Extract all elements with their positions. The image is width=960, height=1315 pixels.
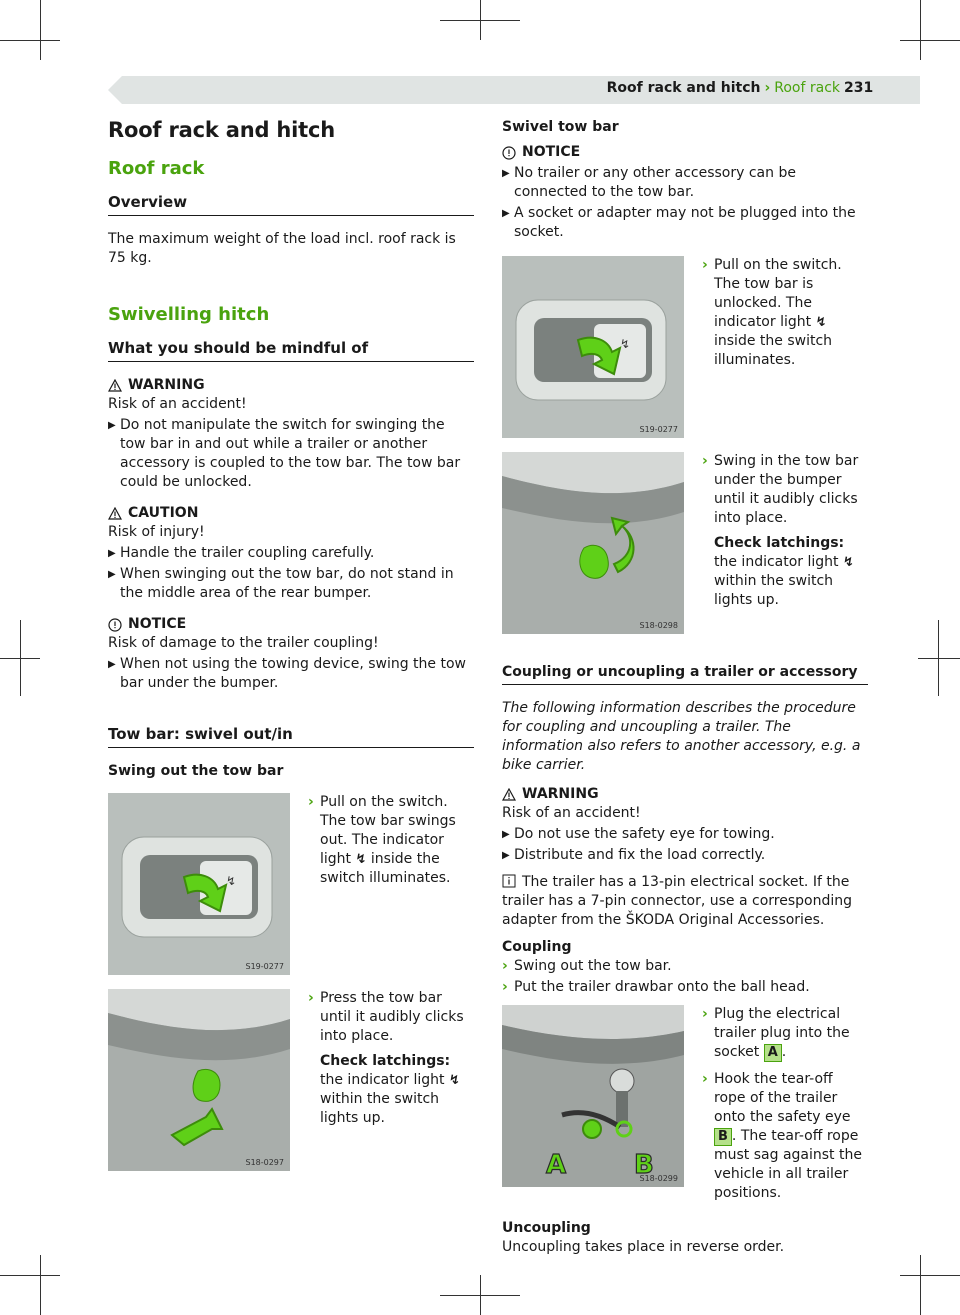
crop-mark bbox=[900, 1275, 960, 1276]
notice-bullet-text: No trailer or any other accessory can be connected to the tow bar. bbox=[514, 165, 796, 200]
step-arrow-icon: › bbox=[502, 979, 508, 995]
check-label: Check latchings: bbox=[320, 1053, 451, 1069]
info-icon bbox=[502, 874, 516, 888]
towbar-figure bbox=[502, 452, 684, 634]
crop-mark bbox=[480, 0, 481, 40]
step bbox=[308, 793, 474, 888]
crop-mark bbox=[920, 0, 921, 60]
figure-steps bbox=[702, 452, 868, 634]
caution-bullet-text: Handle the trailer coupling carefully. bbox=[120, 545, 375, 561]
warning-bullet-text: Distribute and fix the load correctly. bbox=[514, 847, 766, 863]
warning-bullet bbox=[502, 825, 868, 844]
figure-row bbox=[502, 452, 868, 634]
figure-row bbox=[108, 989, 474, 1171]
caution-bullet bbox=[108, 544, 474, 563]
figure-label: S19-0277 bbox=[639, 425, 678, 434]
swivel-heading: Swivel tow bar bbox=[502, 119, 619, 135]
breadcrumb bbox=[607, 80, 840, 96]
step-text: Swing in the tow bar under the bumper until it audibly clicks into place. bbox=[714, 453, 859, 526]
svg-text:↯: ↯ bbox=[226, 874, 237, 888]
warning-bullet bbox=[108, 416, 474, 492]
step bbox=[702, 256, 868, 370]
left-column bbox=[108, 118, 474, 1171]
caution-bullet bbox=[108, 565, 474, 603]
notice-title-row bbox=[502, 143, 868, 162]
bullet-arrow-icon: ▶ bbox=[108, 548, 116, 559]
bullet-arrow-icon: ▶ bbox=[108, 659, 116, 670]
step bbox=[702, 1070, 868, 1203]
step-text-main: Pull on the switch. The tow bar is unlocked. The indicator light bbox=[714, 257, 842, 330]
figure-steps bbox=[308, 793, 474, 975]
hitch-illustration bbox=[502, 1005, 684, 1187]
hitch-figure bbox=[502, 1005, 684, 1187]
step-text-end: inside the switch illuminates. bbox=[714, 333, 833, 368]
step-text: Put the trailer drawbar onto the ball head. bbox=[514, 979, 810, 995]
warning-title-row bbox=[502, 785, 868, 804]
bullet-arrow-icon: ▶ bbox=[502, 208, 510, 219]
notice-bullet-text: A socket or adapter may not be plugged into the socket. bbox=[514, 205, 856, 240]
caution-title-row bbox=[108, 504, 474, 523]
overview-text: The maximum weight of the load incl. roof rack is 75 kg. bbox=[108, 231, 456, 266]
crop-mark bbox=[40, 1255, 41, 1315]
crop-mark bbox=[900, 40, 960, 41]
check-label: Check latchings: bbox=[714, 535, 845, 551]
warning-triangle-icon bbox=[108, 379, 122, 392]
figure-row bbox=[108, 793, 474, 975]
crop-mark bbox=[920, 1255, 921, 1315]
crop-mark bbox=[0, 1275, 60, 1276]
check-text: the indicator light bbox=[714, 554, 839, 570]
caution-title: CAUTION bbox=[128, 505, 199, 521]
bullet-arrow-icon: ▶ bbox=[108, 569, 116, 580]
figure-label: S19-0277 bbox=[245, 962, 284, 971]
coupling-heading: Coupling or uncoupling a trailer or accessory bbox=[502, 664, 868, 685]
caution-block bbox=[108, 504, 474, 603]
figure-row bbox=[502, 1005, 868, 1207]
notice-bullet bbox=[502, 204, 868, 242]
crop-mark bbox=[40, 0, 41, 60]
step-text bbox=[714, 256, 868, 370]
towbar-figure bbox=[108, 989, 290, 1171]
step bbox=[702, 452, 868, 528]
roof-rack-heading: Roof rack bbox=[108, 158, 205, 179]
towbar-heading: Tow bar: swivel out/in bbox=[108, 725, 474, 748]
figure-label: S18-0297 bbox=[245, 1158, 284, 1167]
bullet-arrow-icon: ▶ bbox=[108, 420, 116, 431]
warning-text: Risk of an accident! bbox=[108, 396, 247, 412]
callout-a: A bbox=[546, 1150, 567, 1180]
warning-block bbox=[502, 785, 868, 865]
warning-text: Risk of an accident! bbox=[502, 805, 641, 821]
notice-title: NOTICE bbox=[522, 144, 581, 160]
warning-bullet-text: Do not manipulate the switch for swinging the tow bar in and out while a trailer or another accessory is coupled to the tow bar. The tow bar could be unlocked. bbox=[120, 417, 461, 490]
check-end: within the switch lights up. bbox=[714, 573, 834, 608]
step-text-end: . The tear-off rope must sag against the vehicle in all trailer positions. bbox=[714, 1128, 862, 1201]
crop-mark bbox=[0, 40, 60, 41]
indicator-light-icon: ↯ bbox=[842, 555, 854, 570]
callout-b: B bbox=[634, 1150, 654, 1180]
switch-illustration bbox=[108, 793, 290, 975]
bullet-arrow-icon: ▶ bbox=[502, 829, 510, 840]
step bbox=[502, 978, 868, 997]
swing-out-heading: Swing out the tow bar bbox=[108, 763, 284, 779]
figure-label: S18-0298 bbox=[639, 621, 678, 630]
step-arrow-icon: › bbox=[502, 958, 508, 974]
step bbox=[502, 957, 868, 976]
notice-title-row bbox=[108, 615, 474, 634]
check-latchings bbox=[702, 534, 868, 610]
figure-steps bbox=[308, 989, 474, 1171]
crop-mark bbox=[938, 620, 939, 696]
step-arrow-icon: › bbox=[308, 794, 314, 810]
figure-label: S18-0299 bbox=[639, 1174, 678, 1183]
page-title: Roof rack and hitch bbox=[108, 118, 335, 142]
overview-heading: Overview bbox=[108, 193, 474, 216]
mindful-heading: What you should be mindful of bbox=[108, 339, 474, 362]
bullet-arrow-icon: ▶ bbox=[502, 168, 510, 179]
step-text: Press the tow bar until it audibly clicks into place. bbox=[320, 990, 464, 1044]
step bbox=[702, 1005, 868, 1062]
step-text-end: inside the switch illuminates. bbox=[320, 851, 451, 886]
page-number: 231 bbox=[844, 80, 874, 96]
notice-text: Risk of damage to the trailer coupling! bbox=[108, 635, 379, 651]
notice-bullet bbox=[108, 655, 474, 693]
step-text: Plug the electrical trailer plug into the socket A . bbox=[714, 1006, 850, 1060]
crop-mark bbox=[20, 620, 21, 696]
check-text: the indicator light bbox=[320, 1072, 445, 1088]
notice-circle-icon bbox=[108, 618, 122, 632]
switch-figure bbox=[502, 256, 684, 438]
crop-mark bbox=[918, 658, 960, 659]
uncoupling-label: Uncoupling bbox=[502, 1220, 591, 1236]
warning-bullet-text: Do not use the safety eye for towing. bbox=[514, 826, 775, 842]
check-end: within the switch lights up. bbox=[320, 1091, 440, 1126]
coupling-label: Coupling bbox=[502, 939, 572, 955]
tag-a: A bbox=[764, 1044, 782, 1062]
breadcrumb-section: Roof rack bbox=[774, 80, 840, 96]
step-text-main: Plug the electrical trailer plug into the socket bbox=[714, 1006, 850, 1060]
notice-title: NOTICE bbox=[128, 616, 187, 632]
uncoupling-text: Uncoupling takes place in reverse order. bbox=[502, 1239, 785, 1255]
switch-figure bbox=[108, 793, 290, 975]
breadcrumb-chapter: Roof rack and hitch bbox=[606, 80, 761, 96]
swivelling-heading: Swivelling hitch bbox=[108, 304, 270, 325]
warning-title: WARNING bbox=[522, 786, 599, 802]
indicator-light-icon: ↯ bbox=[355, 852, 367, 867]
info-text: The trailer has a 13-pin electrical socket. If the trailer has a 7-pin connector, use a corresponding adapter from the ŠKODA Original Accessories. bbox=[502, 874, 852, 928]
notice-bullet bbox=[502, 164, 868, 202]
warning-title-row bbox=[108, 376, 474, 395]
towbar-illustration bbox=[108, 989, 290, 1171]
notice-block bbox=[108, 615, 474, 693]
notice-circle-icon bbox=[502, 146, 516, 160]
warning-block bbox=[108, 376, 474, 492]
figure-steps bbox=[702, 1005, 868, 1207]
step-text-main: Hook the tear-off rope of the trailer onto the safety eye bbox=[714, 1071, 851, 1125]
figure-steps bbox=[702, 256, 868, 438]
switch-illustration bbox=[502, 256, 684, 438]
step-text bbox=[714, 1070, 868, 1203]
step-text-main: Pull on the switch. The tow bar swings out. The indicator light bbox=[320, 794, 456, 867]
svg-text:↯: ↯ bbox=[620, 337, 631, 351]
notice-bullet-text: When not using the towing device, swing the tow bar under the bumper. bbox=[120, 656, 466, 691]
step-arrow-icon: › bbox=[702, 453, 708, 469]
caution-bullet-text: When swinging out the tow bar, do not stand in the middle area of the rear bumper. bbox=[120, 566, 454, 601]
towbar-illustration bbox=[502, 452, 684, 634]
figure-row bbox=[502, 256, 868, 438]
check-latchings bbox=[308, 1052, 474, 1128]
warning-triangle-icon bbox=[502, 788, 516, 801]
bullet-arrow-icon: ▶ bbox=[502, 850, 510, 861]
breadcrumb-separator: › bbox=[764, 80, 771, 96]
step-arrow-icon: › bbox=[702, 1006, 708, 1022]
notice-block bbox=[502, 143, 868, 242]
warning-triangle-icon bbox=[108, 507, 122, 520]
crop-mark bbox=[480, 1275, 481, 1315]
step bbox=[308, 989, 474, 1046]
step-text bbox=[320, 793, 474, 888]
warning-bullet bbox=[502, 846, 868, 865]
indicator-light-icon: ↯ bbox=[815, 315, 827, 330]
tag-b: B bbox=[714, 1128, 732, 1146]
step-text: Swing out the tow bar. bbox=[514, 958, 672, 974]
warning-title: WARNING bbox=[128, 377, 205, 393]
info-note bbox=[502, 873, 868, 930]
right-column bbox=[502, 118, 868, 1257]
step-arrow-icon: › bbox=[702, 1071, 708, 1087]
step-arrow-icon: › bbox=[702, 257, 708, 273]
caution-text: Risk of injury! bbox=[108, 524, 205, 540]
step-arrow-icon: › bbox=[308, 990, 314, 1006]
coupling-intro: The following information describes the procedure for coupling and uncoupling a trailer. The information also refers to another accessory, e.g. a bike carrier. bbox=[502, 700, 861, 773]
indicator-light-icon: ↯ bbox=[448, 1073, 460, 1088]
